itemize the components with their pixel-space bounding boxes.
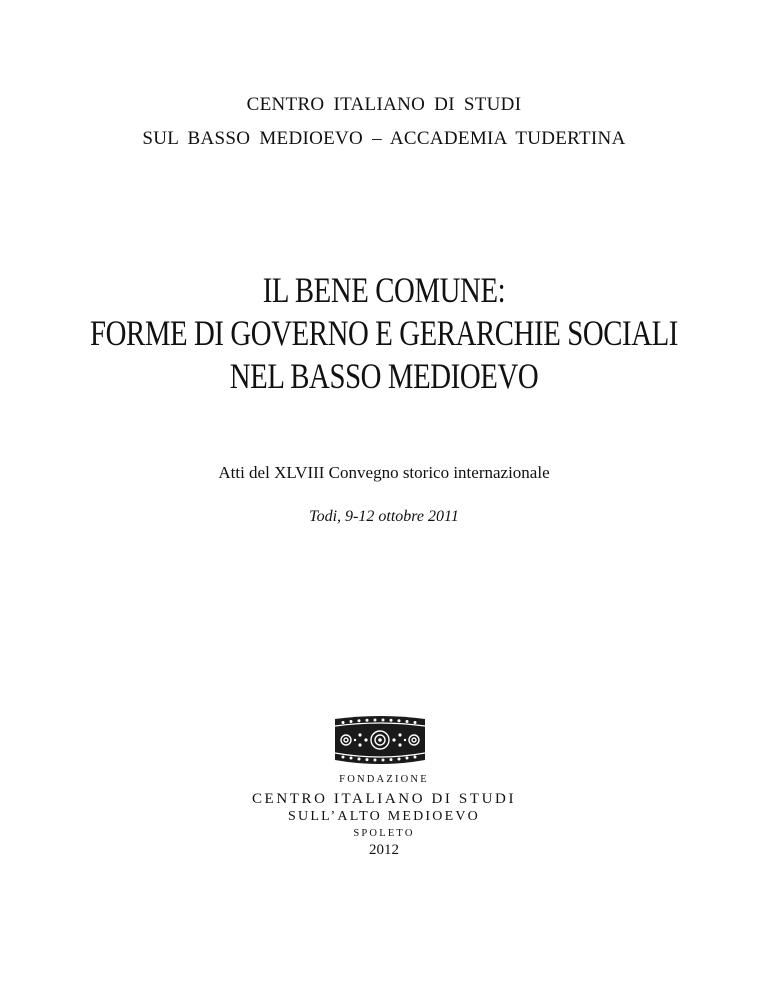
title-line-2: FORME DI GOVERNO E GERARCHIE SOCIALI: [89, 313, 678, 353]
publisher-name-line-2: SULL’ALTO MEDIOEVO: [288, 809, 480, 824]
publisher-name-line-1: CENTRO ITALIANO DI STUDI: [251, 791, 517, 807]
conference-dates: Todi, 9-12 ottobre 2011: [309, 508, 459, 525]
crown-ornament-icon: [329, 713, 431, 771]
header-line-2: SUL BASSO MEDIOEVO – ACCADEMIA TUDERTINA: [142, 128, 626, 149]
header-line-1: CENTRO ITALIANO DI STUDI: [246, 94, 522, 115]
publisher-city: SPOLETO: [353, 828, 415, 839]
title-line-1: IL BENE COMUNE:: [262, 270, 506, 310]
conference-subtitle: Atti del XLVIII Convegno storico internazionale: [218, 463, 550, 482]
publisher-label: FONDAZIONE: [339, 774, 429, 785]
publication-year: 2012: [369, 842, 399, 858]
title-line-3: NEL BASSO MEDIOEVO: [229, 356, 539, 396]
